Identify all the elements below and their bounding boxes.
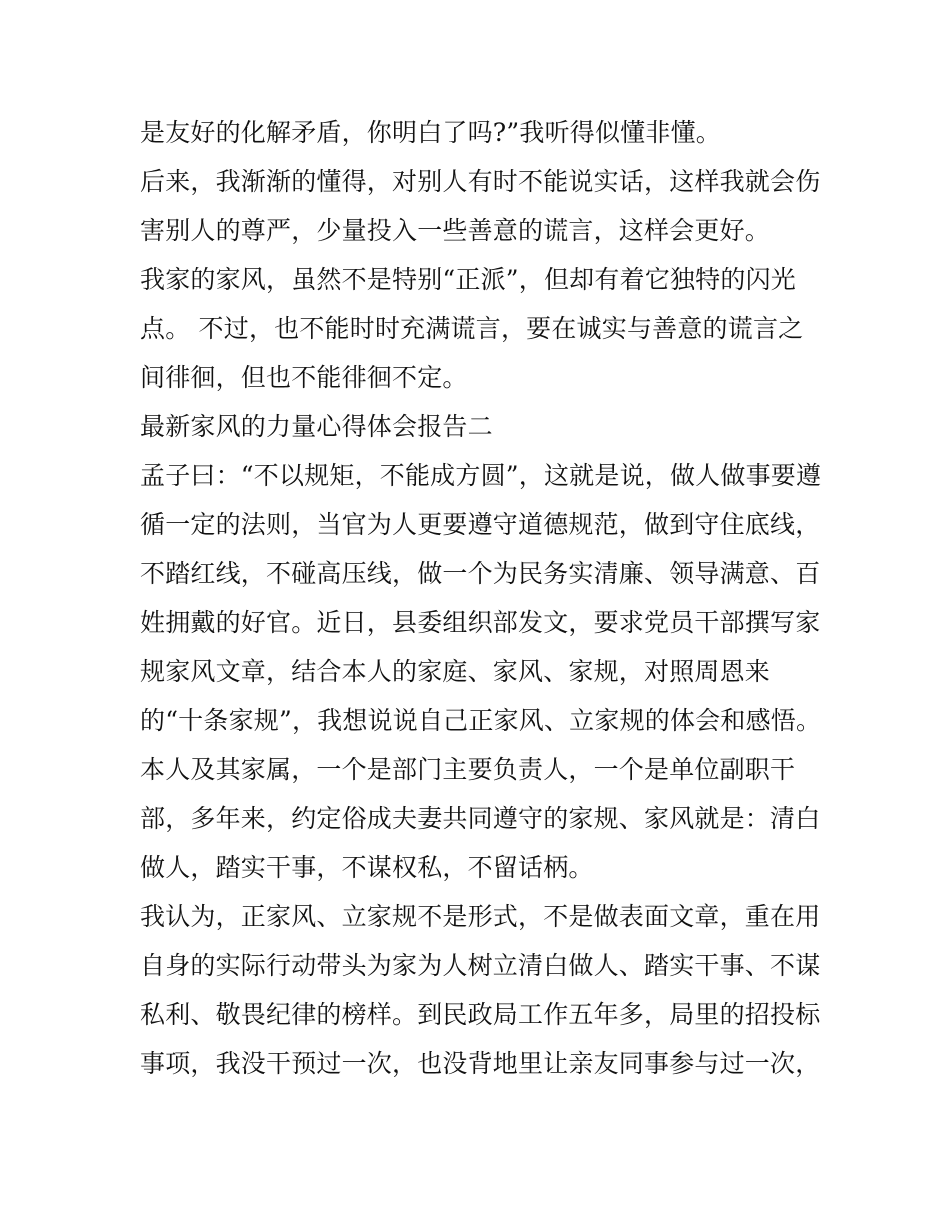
text-line: 是友好的化解矛盾，你明白了吗?”我听得似懂非懂。: [140, 118, 721, 147]
text-line: 不踏红线，不碰高压线，做一个为民务实清廉、领导满意、百: [140, 559, 821, 588]
text-line: 事项，我没干预过一次，也没背地里让亲友同事参与过一次，: [140, 1049, 821, 1078]
text-line: 点。 不过，也不能时时充满谎言，要在诚实与善意的谎言之: [140, 314, 804, 343]
text-line: 私利、敬畏纪律的榜样。到民政局工作五年多，局里的招投标: [140, 1000, 821, 1029]
text-line: 部，多年来，约定俗成夫妻共同遵守的家规、家风就是：清白: [140, 804, 821, 833]
text-line: 做人，踏实干事，不谋权私，不留话柄。: [140, 853, 594, 882]
text-line: 自身的实际行动带头为家为人树立清白做人、踏实干事、不谋: [140, 951, 821, 980]
text-line: 害别人的尊严，少量投入一些善意的谎言，这样会更好。: [140, 216, 771, 245]
text-line: 本人及其家属，一个是部门主要负责人，一个是单位副职干: [140, 755, 796, 784]
section-heading: 最新家风的力量心得体会报告二: [140, 412, 493, 441]
document-body: [140, 108, 822, 1088]
text-line: 我认为，正家风、立家规不是形式，不是做表面文章，重在用: [140, 902, 821, 931]
text-line: 孟子曰：“不以规矩，不能成方圆”，这就是说，做人做事要遵: [140, 461, 822, 490]
text-line: 我家的家风，虽然不是特别“正派”，但却有着它独特的闪光: [140, 265, 796, 294]
text-line: 规家风文章，结合本人的家庭、家风、家规，对照周恩来: [140, 657, 771, 686]
text-line: 姓拥戴的好官。近日，县委组织部发文，要求党员干部撰写家: [140, 608, 821, 637]
text-line: 的“十条家规”，我想说说自己正家风、立家规的体会和感悟。: [140, 706, 822, 735]
text-line: 循一定的法则，当官为人更要遵守道德规范，做到守住底线，: [140, 510, 821, 539]
text-line: 间徘徊，但也不能徘徊不定。: [140, 363, 468, 392]
text-line: 后来，我渐渐的懂得，对别人有时不能说实话，这样我就会伤: [140, 167, 821, 196]
